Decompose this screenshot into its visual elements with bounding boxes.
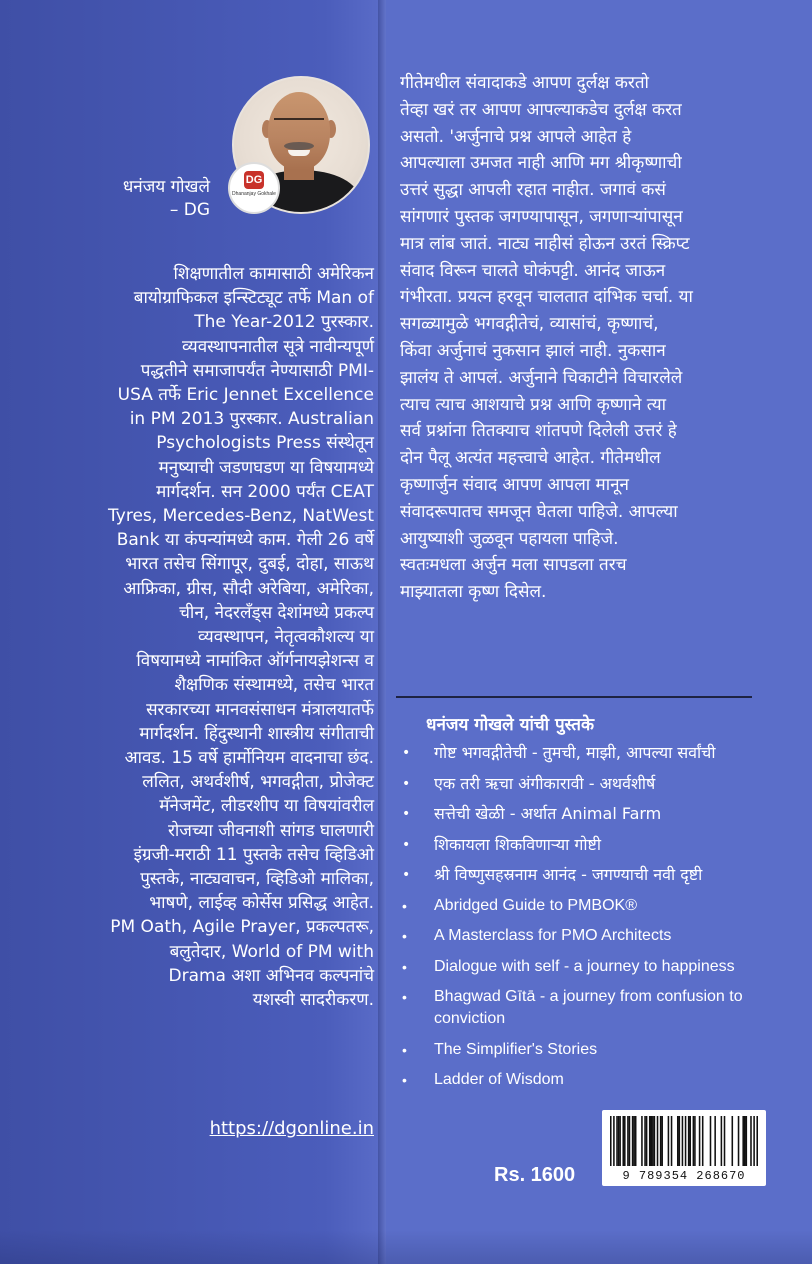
bio-line: पद्धतीने समाजापर्यंत नेण्यासाठी PMI- bbox=[140, 360, 374, 381]
bullet-icon: • bbox=[402, 1041, 407, 1058]
barcode-bar bbox=[753, 1116, 755, 1166]
barcode-bar bbox=[756, 1116, 758, 1166]
book-list-item bbox=[400, 1039, 790, 1061]
barcode-bar bbox=[622, 1116, 624, 1166]
book-title: Abridged Guide to PMBOK® bbox=[434, 896, 637, 914]
bio-line: व्यवस्थापन, नेतृत्वकौशल्य या bbox=[198, 627, 374, 648]
excerpt-line: असतो. 'अर्जुनाचे प्रश्न आपले आहेत हे bbox=[400, 126, 632, 147]
excerpt-line: गीतेमधील संवादाकडे आपण दुर्लक्ष करतो bbox=[400, 73, 649, 93]
bio-line: मार्गदर्शन. सन 2000 पर्यंत CEAT bbox=[156, 481, 374, 502]
bullet-icon: • bbox=[402, 1072, 407, 1088]
book-title: एक तरी ऋचा अंगीकारावी - अथर्वशीर्ष bbox=[434, 773, 656, 793]
barcode-bar bbox=[724, 1116, 726, 1166]
excerpt-line: उत्तरं सुद्धा आपली रहात नाहीत. जगावं कसं bbox=[400, 180, 666, 201]
isbn-number: 9 789354 268670 bbox=[622, 1169, 746, 1183]
barcode-bar bbox=[649, 1116, 651, 1166]
barcode-bar bbox=[677, 1116, 679, 1166]
excerpt-line: किंवा अर्जुनाचं नुकसान झालं नाही. नुकसान bbox=[400, 340, 666, 361]
bio-line: इंग्रजी-मराठी 11 पुस्तके तसेच व्हिडिओ bbox=[133, 844, 374, 865]
excerpt-line: सांगणारं पुस्तक जगण्यापासून, जगणाऱ्यांपासून bbox=[400, 206, 683, 227]
barcode-bar bbox=[742, 1116, 744, 1166]
photo-smile bbox=[288, 150, 310, 156]
barcode-bar bbox=[693, 1116, 695, 1166]
bio-line: मॅनेजमेंट, लीडरशीप या विषयांवरील bbox=[159, 796, 374, 817]
bio-line: शिक्षणातील कामासाठी अमेरिकन bbox=[173, 264, 374, 284]
barcode-bar bbox=[738, 1116, 740, 1166]
bullet-icon: • bbox=[402, 836, 411, 853]
bullet-icon: • bbox=[402, 867, 411, 883]
bio-line: भारत तसेच सिंगापूर, दुबई, दोहा, साऊथ bbox=[125, 554, 374, 575]
gita-excerpt bbox=[400, 70, 792, 606]
bio-line: Drama अशा अभिनव कल्पनांचे bbox=[168, 965, 374, 986]
barcode-bar bbox=[750, 1116, 752, 1166]
excerpt-line: संवादरूपातच समजून घेतला पाहिजे. आपल्या bbox=[400, 501, 678, 522]
excerpt-line: संवाद विरून चालते घोकंपट्टी. आनंद जाऊन bbox=[400, 260, 666, 281]
bio-line: शैक्षणिक संस्थामध्ये, तसेच भारत bbox=[174, 675, 374, 696]
barcode-bar bbox=[689, 1116, 691, 1166]
excerpt-line: सगळ्यामुळे भगवद्गीतेचं, व्यासांचं, कृष्णाचं, bbox=[400, 314, 659, 335]
bullet-icon: • bbox=[402, 806, 411, 822]
barcode-bar bbox=[644, 1116, 646, 1166]
author-name: धनंजय गोखले bbox=[122, 177, 210, 197]
barcode-bar bbox=[668, 1116, 670, 1166]
barcode-bar bbox=[661, 1116, 663, 1166]
bio-line: आफ्रिका, ग्रीस, सौदी अरेबिया, अमेरिका, bbox=[123, 578, 374, 599]
book-list-item bbox=[400, 1069, 790, 1091]
bio-line: Bank या कंपन्यांमध्ये काम. गेली 26 वर्षे bbox=[116, 530, 374, 551]
book-list-item bbox=[400, 864, 790, 886]
barcode-bar bbox=[654, 1116, 656, 1166]
bio-line: PM Oath, Agile Prayer, प्रकल्पतरू, bbox=[110, 917, 374, 938]
bio-line: आवड. 15 वर्षे हार्मोनियम वादनाचा छंद. bbox=[124, 748, 374, 769]
book-list-item bbox=[400, 803, 790, 825]
excerpt-line: मात्र लांब जातं. नाट्य नाहीसं होऊन उरतं स्क्रिप्ट bbox=[400, 233, 690, 254]
barcode-bar bbox=[671, 1116, 673, 1166]
barcode-bar bbox=[619, 1116, 621, 1166]
bio-line: पुस्तके, नाट्यवाचन, व्हिडिओ मालिका, bbox=[140, 869, 374, 890]
bio-line: सरकारच्या मानवसंसाधन मंत्रालयातर्फे bbox=[146, 699, 374, 720]
book-title: श्री विष्णुसहस्रनाम आनंद - जगण्याची नवी दृष्टी bbox=[434, 865, 703, 884]
barcode-bar bbox=[679, 1116, 681, 1166]
spine-shadow bbox=[378, 0, 386, 1264]
book-title: A Masterclass for PMO Architects bbox=[434, 927, 672, 944]
bio-line: The Year-2012 पुरस्कार. bbox=[194, 312, 374, 333]
bio-line: रोजच्या जीवनाशी सांगड घालणारी bbox=[167, 820, 374, 841]
book-title: The Simplifier's Stories bbox=[434, 1040, 598, 1058]
bio-line: in PM 2013 पुरस्कार. Australian bbox=[129, 409, 374, 430]
barcode-bar bbox=[688, 1116, 690, 1166]
barcode-bar bbox=[629, 1116, 631, 1166]
book-title: गोष्ट भगवद्गीतेची - तुमची, माझी, आपल्या सर्वांची bbox=[434, 743, 716, 762]
barcode-bar bbox=[694, 1116, 696, 1166]
author-signature: – DG bbox=[169, 200, 210, 220]
isbn-barcode bbox=[602, 1110, 766, 1186]
barcode-bar bbox=[633, 1116, 635, 1166]
book-list-item bbox=[400, 773, 790, 795]
bio-line: विषयामध्ये नामांकित ऑर्गनायझेशन्स व bbox=[136, 651, 374, 672]
barcode-bar bbox=[744, 1116, 746, 1166]
barcode-bar bbox=[627, 1116, 629, 1166]
bullet-icon: • bbox=[402, 928, 407, 944]
divider-rule bbox=[396, 696, 752, 698]
price: Rs. 1600 bbox=[494, 1164, 576, 1186]
bio-line: Tyres, Mercedes-Benz, NatWest bbox=[108, 506, 374, 527]
barcode-bar bbox=[635, 1116, 637, 1166]
book-list-item bbox=[400, 742, 790, 764]
barcode-bar bbox=[660, 1116, 662, 1166]
books-heading: धनंजय गोखले यांची पुस्तके bbox=[426, 715, 595, 735]
bottom-shadow bbox=[0, 1230, 812, 1264]
bullet-icon: • bbox=[402, 958, 407, 975]
author-bio bbox=[70, 262, 374, 1012]
book-list-item bbox=[400, 986, 790, 1030]
bio-line: व्यवस्थापनातील सूत्रे नावीन्यपूर्ण bbox=[182, 336, 374, 357]
photo-glasses bbox=[274, 118, 324, 132]
excerpt-line: झालंय ते आपलं. अर्जुनाने चिकाटीने विचारलेले bbox=[400, 367, 683, 388]
barcode-bar bbox=[651, 1116, 653, 1166]
barcode-bar bbox=[746, 1116, 748, 1166]
barcode-bar bbox=[732, 1116, 734, 1166]
barcode-bar bbox=[616, 1116, 618, 1166]
excerpt-line: तेव्हा खरं तर आपण आपल्याकडेच दुर्लक्ष करत bbox=[400, 99, 682, 120]
website-url: https://dgonline.in bbox=[209, 1118, 374, 1139]
barcode-bar bbox=[710, 1116, 712, 1166]
bio-line: मनुष्याची जडणघडण या विषयामध्ये bbox=[158, 457, 374, 478]
book-list-item bbox=[400, 834, 790, 856]
barcode-bar bbox=[610, 1116, 612, 1166]
bio-line: चीन, नेदरलँड्स देशांमध्ये प्रकल्प bbox=[179, 602, 374, 623]
book-list-item bbox=[400, 925, 790, 947]
barcode-bar bbox=[699, 1116, 701, 1166]
bio-line: भाषणे, लाईव्ह कोर्सेस प्रसिद्ध आहेत. bbox=[149, 893, 374, 914]
excerpt-line: कृष्णार्जुन संवाद आपण आपला मानून bbox=[400, 474, 629, 495]
excerpt-line: माझ्यातला कृष्ण दिसेल. bbox=[400, 582, 547, 603]
book-title: शिकायला शिकविणाऱ्या गोष्टी bbox=[434, 834, 601, 854]
barcode-bar bbox=[685, 1116, 687, 1166]
bullet-icon: • bbox=[402, 897, 407, 914]
barcode-bar bbox=[632, 1116, 634, 1166]
barcode-bar bbox=[646, 1116, 648, 1166]
book-list-item bbox=[400, 895, 790, 917]
bio-line: ललित, अथर्वशीर्ष, भगवद्गीता, प्रोजेक्ट bbox=[142, 772, 374, 793]
dg-logo-caption: Dhananjay Gokhale bbox=[232, 191, 276, 197]
dg-logo-icon: DG bbox=[244, 171, 264, 189]
bullet-icon: • bbox=[402, 989, 407, 1005]
barcode-bar bbox=[613, 1116, 615, 1166]
book-title: Ladder of Wisdom bbox=[434, 1071, 564, 1088]
barcode-bar bbox=[641, 1116, 643, 1166]
book-title: सत्तेची खेळी - अर्थात Animal Farm bbox=[434, 804, 662, 823]
barcode-bar bbox=[657, 1116, 659, 1166]
bullet-icon: • bbox=[402, 775, 411, 792]
excerpt-line: त्याच त्याच आशयाचे प्रश्न आणि कृष्णाने त्या bbox=[400, 394, 667, 415]
barcode-bar bbox=[618, 1116, 620, 1166]
excerpt-line: सर्व प्रश्नांना तितक्याच शांतपणे दिलेली उत्तरं हे bbox=[400, 421, 677, 442]
barcode-bar bbox=[714, 1116, 716, 1166]
barcode-bars bbox=[610, 1116, 758, 1166]
bio-line: मार्गदर्शन. हिंदुस्थानी शास्त्रीय संगीताची bbox=[139, 723, 374, 744]
barcode-bar bbox=[652, 1116, 654, 1166]
dg-logo-badge bbox=[228, 162, 280, 214]
barcode-bar bbox=[702, 1116, 704, 1166]
books-list bbox=[400, 742, 790, 1100]
bio-line: Psychologists Press संस्थेतून bbox=[156, 433, 374, 454]
barcode-bar bbox=[682, 1116, 684, 1166]
barcode-bar bbox=[624, 1116, 626, 1166]
barcode-bar bbox=[721, 1116, 723, 1166]
photo-mustache bbox=[284, 142, 314, 150]
book-title: Bhagwad Gītā - a journey from confusion to conviction bbox=[434, 988, 743, 1027]
excerpt-line: दोन पैलू अत्यंत महत्त्वाचे आहेत. गीतेमधील bbox=[400, 448, 661, 469]
excerpt-line: आपल्याला उमजत नाही आणि मग श्रीकृष्णाची bbox=[400, 153, 682, 174]
bio-line: USA तर्फे Eric Jennet Excellence bbox=[117, 385, 374, 406]
bio-line: यशस्वी सादरीकरण. bbox=[252, 990, 374, 1011]
bio-line: बायोग्राफिकल इन्स्टिट्यूट तर्फे Man of bbox=[133, 288, 374, 309]
bio-line: बलुतेदार, World of PM with bbox=[169, 941, 374, 962]
book-list-item bbox=[400, 956, 790, 978]
bullet-icon: • bbox=[402, 745, 411, 761]
excerpt-line: गंभीरता. प्रयत्न हरवून चालतात दांभिक चर्चा. या bbox=[400, 287, 693, 308]
book-title: Dialogue with self - a journey to happiness bbox=[434, 957, 735, 975]
excerpt-line: स्वतःमधला अर्जुन मला सापडला तरच bbox=[400, 555, 627, 576]
excerpt-line: आयुष्याशी जुळवून पहायला पाहिजे. bbox=[400, 528, 619, 549]
